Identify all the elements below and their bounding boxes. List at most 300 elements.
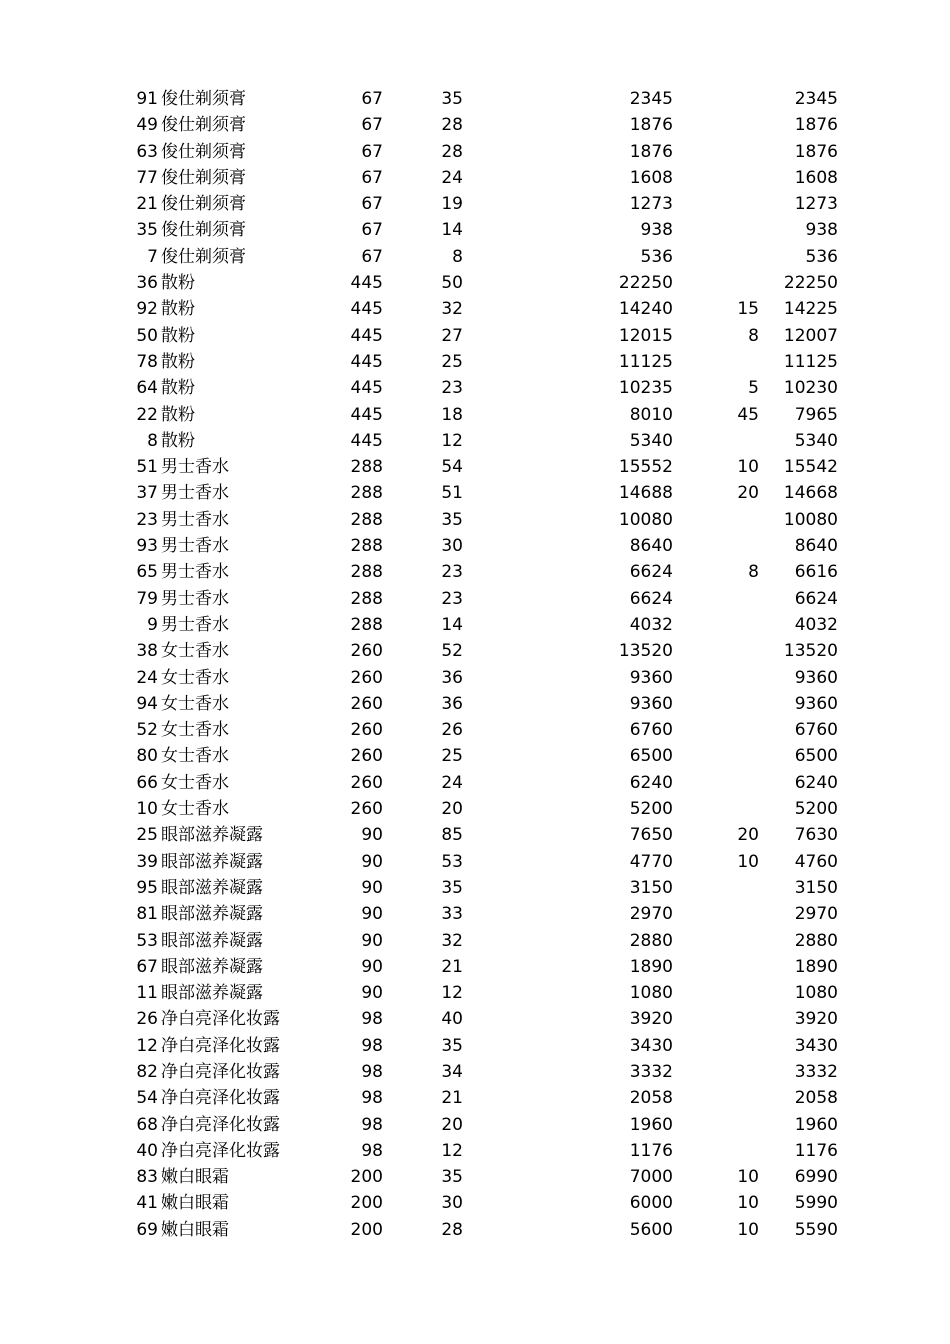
quantity-cell: 40 [441, 1009, 463, 1030]
product-name-cell: 俊仕剃须膏 [161, 246, 246, 267]
net-amount-cell: 3920 [794, 1009, 838, 1030]
quantity-cell: 28 [441, 115, 463, 136]
unit-price-cell: 260 [350, 772, 383, 793]
quantity-cell: 35 [441, 509, 463, 530]
amount-cell: 22250 [618, 273, 673, 294]
row-id-cell: 65 [136, 562, 158, 583]
quantity-cell: 32 [441, 299, 463, 320]
table-row [0, 665, 950, 691]
net-amount-cell: 8640 [794, 536, 838, 557]
table-row [0, 375, 950, 401]
unit-price-cell: 445 [350, 430, 383, 451]
net-amount-cell: 5990 [794, 1193, 838, 1214]
net-amount-cell: 1176 [794, 1140, 838, 1161]
table-row [0, 928, 950, 954]
row-id-cell: 92 [136, 299, 158, 320]
amount-cell: 6624 [629, 562, 673, 583]
table-row [0, 1164, 950, 1190]
quantity-cell: 35 [441, 1167, 463, 1188]
product-name-cell: 净白亮泽化妆露 [161, 1035, 280, 1056]
row-id-cell: 26 [136, 1009, 158, 1030]
net-amount-cell: 4760 [794, 851, 838, 872]
row-id-cell: 22 [136, 404, 158, 425]
sales-table [0, 86, 950, 1243]
unit-price-cell: 288 [350, 483, 383, 504]
net-amount-cell: 7965 [794, 404, 838, 425]
unit-price-cell: 260 [350, 667, 383, 688]
amount-cell: 6000 [629, 1193, 673, 1214]
amount-cell: 4770 [629, 851, 673, 872]
row-id-cell: 67 [136, 956, 158, 977]
product-name-cell: 散粉 [161, 351, 195, 372]
discount-cell: 20 [737, 825, 759, 846]
row-id-cell: 94 [136, 693, 158, 714]
product-name-cell: 俊仕剃须膏 [161, 220, 246, 241]
unit-price-cell: 90 [361, 930, 383, 951]
quantity-cell: 35 [441, 1035, 463, 1056]
unit-price-cell: 67 [361, 246, 383, 267]
quantity-cell: 33 [441, 904, 463, 925]
net-amount-cell: 6760 [794, 720, 838, 741]
amount-cell: 12015 [618, 325, 673, 346]
amount-cell: 15552 [618, 457, 673, 478]
amount-cell: 6500 [629, 746, 673, 767]
unit-price-cell: 200 [350, 1193, 383, 1214]
quantity-cell: 35 [441, 877, 463, 898]
table-row [0, 323, 950, 349]
amount-cell: 938 [640, 220, 673, 241]
quantity-cell: 28 [441, 141, 463, 162]
unit-price-cell: 67 [361, 194, 383, 215]
row-id-cell: 77 [136, 167, 158, 188]
net-amount-cell: 22250 [783, 273, 838, 294]
amount-cell: 1080 [629, 983, 673, 1004]
unit-price-cell: 200 [350, 1167, 383, 1188]
net-amount-cell: 6616 [794, 562, 838, 583]
amount-cell: 7650 [629, 825, 673, 846]
row-id-cell: 68 [136, 1114, 158, 1135]
table-row [0, 533, 950, 559]
product-name-cell: 女士香水 [161, 667, 229, 688]
net-amount-cell: 11125 [783, 351, 838, 372]
product-name-cell: 女士香水 [161, 772, 229, 793]
quantity-cell: 34 [441, 1061, 463, 1082]
net-amount-cell: 9360 [794, 667, 838, 688]
table-row [0, 1138, 950, 1164]
amount-cell: 10080 [618, 509, 673, 530]
net-amount-cell: 2058 [794, 1088, 838, 1109]
row-id-cell: 36 [136, 273, 158, 294]
quantity-cell: 24 [441, 167, 463, 188]
row-id-cell: 50 [136, 325, 158, 346]
amount-cell: 14688 [618, 483, 673, 504]
unit-price-cell: 445 [350, 378, 383, 399]
row-id-cell: 66 [136, 772, 158, 793]
product-name-cell: 散粉 [161, 273, 195, 294]
unit-price-cell: 260 [350, 799, 383, 820]
table-row [0, 217, 950, 243]
net-amount-cell: 7630 [794, 825, 838, 846]
product-name-cell: 净白亮泽化妆露 [161, 1061, 280, 1082]
product-name-cell: 散粉 [161, 404, 195, 425]
net-amount-cell: 6990 [794, 1167, 838, 1188]
net-amount-cell: 2880 [794, 930, 838, 951]
row-id-cell: 83 [136, 1167, 158, 1188]
unit-price-cell: 288 [350, 457, 383, 478]
quantity-cell: 23 [441, 562, 463, 583]
discount-cell: 8 [748, 562, 759, 583]
row-id-cell: 23 [136, 509, 158, 530]
row-id-cell: 93 [136, 536, 158, 557]
product-name-cell: 女士香水 [161, 746, 229, 767]
amount-cell: 8010 [629, 404, 673, 425]
row-id-cell: 81 [136, 904, 158, 925]
amount-cell: 1876 [629, 115, 673, 136]
quantity-cell: 19 [441, 194, 463, 215]
amount-cell: 6240 [629, 772, 673, 793]
net-amount-cell: 3332 [794, 1061, 838, 1082]
product-name-cell: 净白亮泽化妆露 [161, 1140, 280, 1161]
table-row [0, 112, 950, 138]
product-name-cell: 俊仕剃须膏 [161, 141, 246, 162]
net-amount-cell: 1960 [794, 1114, 838, 1135]
amount-cell: 10235 [618, 378, 673, 399]
table-row [0, 1006, 950, 1032]
table-row [0, 770, 950, 796]
table-row [0, 743, 950, 769]
product-name-cell: 眼部滋养凝露 [161, 930, 263, 951]
quantity-cell: 51 [441, 483, 463, 504]
net-amount-cell: 1080 [794, 983, 838, 1004]
product-name-cell: 男士香水 [161, 562, 229, 583]
net-amount-cell: 1890 [794, 956, 838, 977]
quantity-cell: 50 [441, 273, 463, 294]
row-id-cell: 10 [136, 799, 158, 820]
product-name-cell: 散粉 [161, 430, 195, 451]
product-name-cell: 净白亮泽化妆露 [161, 1114, 280, 1135]
discount-cell: 10 [737, 1193, 759, 1214]
unit-price-cell: 200 [350, 1219, 383, 1240]
unit-price-cell: 445 [350, 404, 383, 425]
quantity-cell: 20 [441, 799, 463, 820]
discount-cell: 10 [737, 851, 759, 872]
net-amount-cell: 6240 [794, 772, 838, 793]
table-row [0, 1085, 950, 1111]
net-amount-cell: 15542 [783, 457, 838, 478]
unit-price-cell: 288 [350, 614, 383, 635]
amount-cell: 2058 [629, 1088, 673, 1109]
product-name-cell: 散粉 [161, 378, 195, 399]
discount-cell: 10 [737, 1167, 759, 1188]
product-name-cell: 眼部滋养凝露 [161, 956, 263, 977]
product-name-cell: 眼部滋养凝露 [161, 825, 263, 846]
product-name-cell: 嫩白眼霜 [161, 1193, 229, 1214]
product-name-cell: 男士香水 [161, 614, 229, 635]
unit-price-cell: 260 [350, 746, 383, 767]
net-amount-cell: 2345 [794, 89, 838, 109]
table-row [0, 507, 950, 533]
net-amount-cell: 5200 [794, 799, 838, 820]
quantity-cell: 14 [441, 220, 463, 241]
unit-price-cell: 98 [361, 1140, 383, 1161]
net-amount-cell: 3430 [794, 1035, 838, 1056]
unit-price-cell: 445 [350, 351, 383, 372]
net-amount-cell: 5340 [794, 430, 838, 451]
unit-price-cell: 445 [350, 273, 383, 294]
row-id-cell: 79 [136, 588, 158, 609]
amount-cell: 4032 [629, 614, 673, 635]
discount-cell: 15 [737, 299, 759, 320]
row-id-cell: 80 [136, 746, 158, 767]
product-name-cell: 净白亮泽化妆露 [161, 1088, 280, 1109]
table-row [0, 349, 950, 375]
product-name-cell: 女士香水 [161, 641, 229, 662]
table-row [0, 1059, 950, 1085]
product-name-cell: 女士香水 [161, 799, 229, 820]
table-row [0, 86, 950, 112]
table-row [0, 244, 950, 270]
quantity-cell: 32 [441, 930, 463, 951]
row-id-cell: 11 [136, 983, 158, 1004]
row-id-cell: 49 [136, 115, 158, 136]
net-amount-cell: 2970 [794, 904, 838, 925]
product-name-cell: 俊仕剃须膏 [161, 167, 246, 188]
amount-cell: 8640 [629, 536, 673, 557]
net-amount-cell: 3150 [794, 877, 838, 898]
quantity-cell: 8 [452, 246, 463, 267]
table-row [0, 638, 950, 664]
unit-price-cell: 288 [350, 509, 383, 530]
table-row [0, 559, 950, 585]
product-name-cell: 净白亮泽化妆露 [161, 1009, 280, 1030]
amount-cell: 1876 [629, 141, 673, 162]
table-row [0, 454, 950, 480]
amount-cell: 1960 [629, 1114, 673, 1135]
product-name-cell: 眼部滋养凝露 [161, 877, 263, 898]
quantity-cell: 36 [441, 667, 463, 688]
unit-price-cell: 98 [361, 1088, 383, 1109]
table-row [0, 875, 950, 901]
row-id-cell: 51 [136, 457, 158, 478]
row-id-cell: 82 [136, 1061, 158, 1082]
product-name-cell: 散粉 [161, 325, 195, 346]
product-name-cell: 眼部滋养凝露 [161, 983, 263, 1004]
amount-cell: 14240 [618, 299, 673, 320]
row-id-cell: 25 [136, 825, 158, 846]
net-amount-cell: 9360 [794, 693, 838, 714]
quantity-cell: 52 [441, 641, 463, 662]
unit-price-cell: 445 [350, 325, 383, 346]
amount-cell: 3332 [629, 1061, 673, 1082]
quantity-cell: 53 [441, 851, 463, 872]
quantity-cell: 23 [441, 588, 463, 609]
amount-cell: 7000 [629, 1167, 673, 1188]
product-name-cell: 男士香水 [161, 588, 229, 609]
quantity-cell: 36 [441, 693, 463, 714]
table-row [0, 849, 950, 875]
amount-cell: 2970 [629, 904, 673, 925]
table-row [0, 1033, 950, 1059]
product-name-cell: 俊仕剃须膏 [161, 115, 246, 136]
amount-cell: 11125 [618, 351, 673, 372]
table-row [0, 1190, 950, 1216]
product-name-cell: 男士香水 [161, 457, 229, 478]
net-amount-cell: 13520 [783, 641, 838, 662]
unit-price-cell: 67 [361, 141, 383, 162]
table-row [0, 296, 950, 322]
product-name-cell: 俊仕剃须膏 [161, 194, 246, 215]
product-name-cell: 俊仕剃须膏 [161, 89, 246, 109]
row-id-cell: 37 [136, 483, 158, 504]
row-id-cell: 9 [147, 614, 158, 635]
row-id-cell: 95 [136, 877, 158, 898]
net-amount-cell: 1608 [794, 167, 838, 188]
row-id-cell: 69 [136, 1219, 158, 1240]
product-name-cell: 嫩白眼霜 [161, 1219, 229, 1240]
net-amount-cell: 938 [805, 220, 838, 241]
unit-price-cell: 260 [350, 720, 383, 741]
row-id-cell: 91 [136, 89, 158, 109]
table-row [0, 139, 950, 165]
table-row [0, 586, 950, 612]
net-amount-cell: 14225 [783, 299, 838, 320]
table-row [0, 612, 950, 638]
quantity-cell: 12 [441, 983, 463, 1004]
table-row [0, 191, 950, 217]
unit-price-cell: 67 [361, 167, 383, 188]
unit-price-cell: 67 [361, 89, 383, 109]
amount-cell: 1176 [629, 1140, 673, 1161]
amount-cell: 5600 [629, 1219, 673, 1240]
amount-cell: 1273 [629, 194, 673, 215]
row-id-cell: 41 [136, 1193, 158, 1214]
quantity-cell: 14 [441, 614, 463, 635]
amount-cell: 2345 [629, 89, 673, 109]
discount-cell: 45 [737, 404, 759, 425]
table-row [0, 1112, 950, 1138]
row-id-cell: 54 [136, 1088, 158, 1109]
quantity-cell: 25 [441, 351, 463, 372]
quantity-cell: 12 [441, 430, 463, 451]
table-row [0, 717, 950, 743]
quantity-cell: 25 [441, 746, 463, 767]
table-row [0, 270, 950, 296]
row-id-cell: 53 [136, 930, 158, 951]
amount-cell: 536 [640, 246, 673, 267]
discount-cell: 8 [748, 325, 759, 346]
unit-price-cell: 260 [350, 641, 383, 662]
product-name-cell: 男士香水 [161, 509, 229, 530]
row-id-cell: 35 [136, 220, 158, 241]
product-name-cell: 男士香水 [161, 483, 229, 504]
row-id-cell: 38 [136, 641, 158, 662]
table-row [0, 822, 950, 848]
product-name-cell: 眼部滋养凝露 [161, 851, 263, 872]
table-row [0, 480, 950, 506]
unit-price-cell: 90 [361, 956, 383, 977]
unit-price-cell: 90 [361, 877, 383, 898]
row-id-cell: 21 [136, 194, 158, 215]
row-id-cell: 78 [136, 351, 158, 372]
table-row [0, 796, 950, 822]
unit-price-cell: 445 [350, 299, 383, 320]
row-id-cell: 40 [136, 1140, 158, 1161]
unit-price-cell: 288 [350, 588, 383, 609]
unit-price-cell: 98 [361, 1061, 383, 1082]
amount-cell: 1608 [629, 167, 673, 188]
quantity-cell: 30 [441, 536, 463, 557]
amount-cell: 1890 [629, 956, 673, 977]
product-name-cell: 眼部滋养凝露 [161, 904, 263, 925]
discount-cell: 20 [737, 483, 759, 504]
row-id-cell: 39 [136, 851, 158, 872]
amount-cell: 6760 [629, 720, 673, 741]
amount-cell: 13520 [618, 641, 673, 662]
table-row [0, 165, 950, 191]
amount-cell: 9360 [629, 667, 673, 688]
quantity-cell: 54 [441, 457, 463, 478]
net-amount-cell: 10230 [783, 378, 838, 399]
unit-price-cell: 288 [350, 536, 383, 557]
discount-cell: 10 [737, 457, 759, 478]
unit-price-cell: 98 [361, 1035, 383, 1056]
row-id-cell: 24 [136, 667, 158, 688]
unit-price-cell: 288 [350, 562, 383, 583]
net-amount-cell: 5590 [794, 1219, 838, 1240]
net-amount-cell: 14668 [783, 483, 838, 504]
quantity-cell: 23 [441, 378, 463, 399]
amount-cell: 3150 [629, 877, 673, 898]
net-amount-cell: 536 [805, 246, 838, 267]
table-row [0, 901, 950, 927]
row-id-cell: 8 [147, 430, 158, 451]
quantity-cell: 27 [441, 325, 463, 346]
table-row [0, 1217, 950, 1243]
amount-cell: 6624 [629, 588, 673, 609]
unit-price-cell: 67 [361, 220, 383, 241]
product-name-cell: 男士香水 [161, 536, 229, 557]
quantity-cell: 18 [441, 404, 463, 425]
row-id-cell: 7 [147, 246, 158, 267]
unit-price-cell: 90 [361, 825, 383, 846]
discount-cell: 10 [737, 1219, 759, 1240]
table-row [0, 980, 950, 1006]
net-amount-cell: 6624 [794, 588, 838, 609]
quantity-cell: 85 [441, 825, 463, 846]
net-amount-cell: 10080 [783, 509, 838, 530]
unit-price-cell: 90 [361, 983, 383, 1004]
quantity-cell: 35 [441, 89, 463, 109]
net-amount-cell: 6500 [794, 746, 838, 767]
quantity-cell: 21 [441, 956, 463, 977]
amount-cell: 3920 [629, 1009, 673, 1030]
amount-cell: 9360 [629, 693, 673, 714]
quantity-cell: 12 [441, 1140, 463, 1161]
net-amount-cell: 1876 [794, 115, 838, 136]
quantity-cell: 30 [441, 1193, 463, 1214]
net-amount-cell: 1273 [794, 194, 838, 215]
table-row [0, 954, 950, 980]
table-row [0, 428, 950, 454]
net-amount-cell: 12007 [783, 325, 838, 346]
unit-price-cell: 260 [350, 693, 383, 714]
table-row [0, 691, 950, 717]
amount-cell: 3430 [629, 1035, 673, 1056]
unit-price-cell: 98 [361, 1114, 383, 1135]
table-row [0, 402, 950, 428]
product-name-cell: 女士香水 [161, 693, 229, 714]
unit-price-cell: 67 [361, 115, 383, 136]
